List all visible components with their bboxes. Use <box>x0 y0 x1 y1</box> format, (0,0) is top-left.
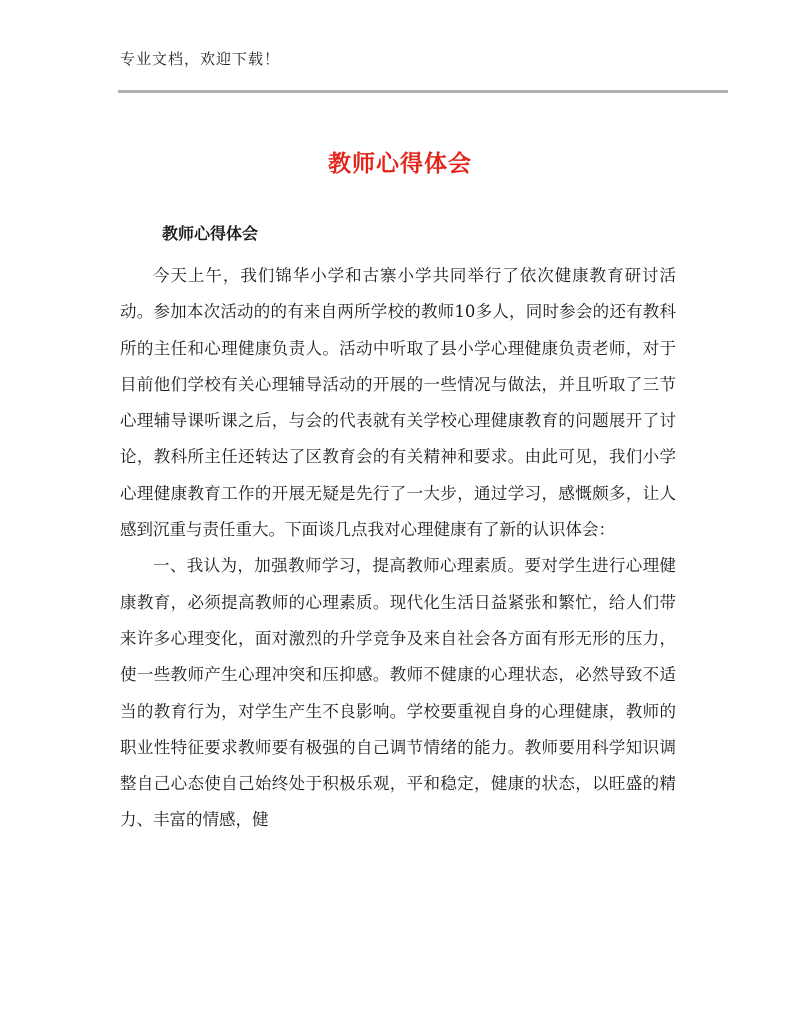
section-heading: 教师心得体会 <box>162 224 259 243</box>
header-note: 专业文档，欢迎下载！ <box>120 50 281 68</box>
header-divider <box>118 90 728 93</box>
document-title: 教师心得体会 <box>328 151 472 177</box>
paragraph: 一、我认为，加强教师学习，提高教师心理素质。要对学生进行心理健康教育，必须提高教师的心理素质。现代化生活日益紧张和繁忙，给人们带来许多心理变化，面对激烈的升学竞争及来自社会各方面有形无形的压力，使一些教师产生心理冲突和压抑感。教师不健康的心理状态，必然导致不适当的教育行为，对学生产生不良影响。学校要重视自身的心理健康，教师的职业性特征要求教师要有极强的自己调节情绪的能力。教师要用科学知识调整自己心态使自己始终处于积极乐观，平和稳定，健康的状态，以旺盛的精力、丰富的情感，健 <box>120 556 676 830</box>
body-text <box>120 258 676 839</box>
paragraph: 今天上午，我们锦华小学和古寨小学共同举行了依次健康教育研讨活动。参加本次活动的的有来自两所学校的教师10多人，同时参会的还有教科所的主任和心理健康负责人。活动中听取了县小学心理健康负责老师，对于目前他们学校有关心理辅导活动的开展的一些情况与做法，并且听取了三节心理辅导课听课之后，与会的代表就有关学校心理健康教育的问题展开了讨论，教科所主任还转达了区教育会的有关精神和要求。由此可见，我们小学心理健康教育工作的开展无疑是先行了一大步，通过学习，感慨颇多，让人感到沉重与责任重大。下面谈几点我对心理健康有了新的认识体会： <box>120 266 676 540</box>
